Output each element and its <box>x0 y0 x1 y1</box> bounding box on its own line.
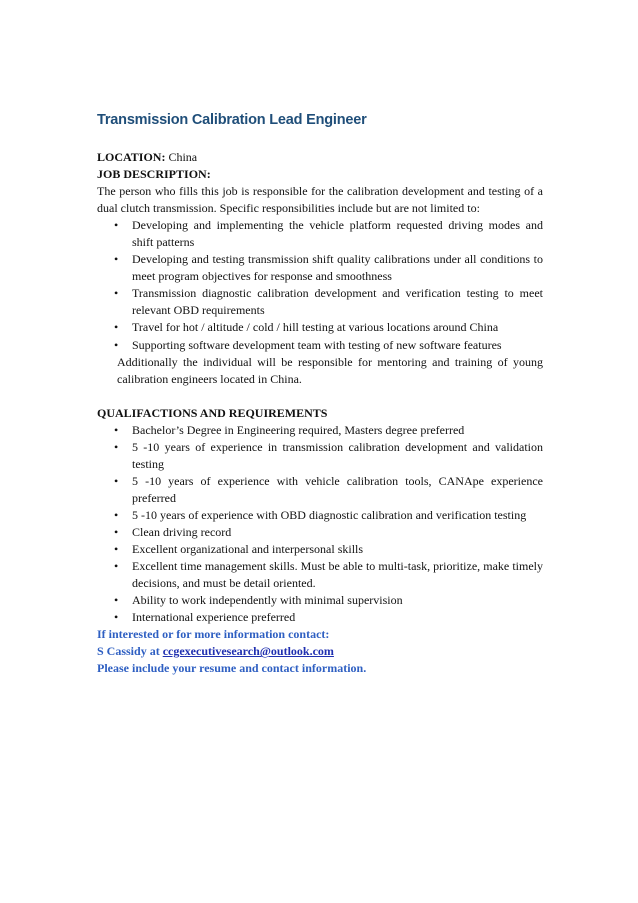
list-item-text: Developing and implementing the vehicle platform requested driving modes and shift patterns <box>132 218 543 250</box>
bullet-icon: • <box>114 337 119 352</box>
qualifications-list <box>97 422 543 627</box>
contact-name: S Cassidy at <box>97 644 163 659</box>
job-title: Transmission Calibration Lead Engineer <box>97 112 367 128</box>
document-body <box>97 149 543 677</box>
job-description-heading: JOB DESCRIPTION: <box>97 167 211 182</box>
qualifications-heading: QUALIFACTIONS AND REQUIREMENTS <box>97 405 328 420</box>
bullet-icon: • <box>114 439 119 454</box>
bullet-icon: • <box>114 473 119 488</box>
list-item-text: Clean driving record <box>132 524 232 539</box>
location-label: LOCATION: <box>97 150 166 164</box>
list-item-text: 5 -10 years of experience with vehicle calibration tools, CANApe experience preferred <box>132 473 543 505</box>
contact-email-link[interactable]: ccgexecutivesearch@outlook.com <box>162 644 334 659</box>
list-item-text: Ability to work independently with minimal supervision <box>132 593 403 608</box>
bullet-icon: • <box>114 422 119 437</box>
list-item <box>110 319 543 336</box>
list-item-text: 5 -10 years of experience with OBD diagnostic calibration and verification testing <box>132 507 527 522</box>
list-item <box>110 251 543 285</box>
list-item-text: Travel for hot / altitude / cold / hill testing at various locations around China <box>132 320 499 335</box>
contact-instructions: Please include your resume and contact information. <box>97 661 367 676</box>
additional-paragraph: Additionally the individual will be responsible for mentoring and training of young calibration engineers located in China. <box>117 354 543 386</box>
contact-name-line <box>97 643 543 660</box>
bullet-icon: • <box>114 593 119 608</box>
bullet-icon: • <box>114 542 119 557</box>
list-item <box>110 422 543 439</box>
list-item <box>110 439 543 473</box>
list-item-text: Developing and testing transmission shift quality calibrations under all conditions to meet program objectives for response and smoothness <box>132 252 543 284</box>
bullet-icon: • <box>114 320 119 335</box>
job-description-intro: The person who fills this job is responsible for the calibration development and testing of a dual clutch transmission. Specific responsibilities include but are not limited to: <box>97 184 543 216</box>
location-value: China <box>168 150 198 164</box>
bullet-icon: • <box>114 507 119 522</box>
list-item <box>110 558 543 592</box>
bullet-icon: • <box>114 252 119 267</box>
list-item <box>110 592 543 609</box>
list-item-text: Excellent organizational and interpersonal skills <box>132 542 364 557</box>
list-item <box>110 473 543 507</box>
bullet-icon: • <box>114 524 119 539</box>
bullet-icon: • <box>114 610 119 625</box>
list-item <box>110 609 543 626</box>
list-item <box>110 337 543 354</box>
list-item-text: 5 -10 years of experience in transmission calibration development and validation testing <box>132 439 543 471</box>
responsibilities-list <box>97 217 543 353</box>
bullet-icon: • <box>114 218 119 233</box>
list-item <box>110 507 543 524</box>
contact-intro: If interested or for more information contact: <box>97 627 330 642</box>
list-item-text: Supporting software development team with testing of new software features <box>132 337 502 352</box>
list-item <box>110 541 543 558</box>
list-item-text: Bachelor’s Degree in Engineering required, Masters degree preferred <box>132 422 465 437</box>
bullet-icon: • <box>114 559 119 574</box>
bullet-icon: • <box>114 286 119 301</box>
list-item-text: Transmission diagnostic calibration development and verification testing to meet relevant OBD requirements <box>132 286 543 318</box>
list-item <box>110 217 543 251</box>
list-item <box>110 285 543 319</box>
list-item-text: Excellent time management skills. Must be able to multi-task, prioritize, make timely decisions, and must be detail oriented. <box>132 559 543 591</box>
list-item-text: International experience preferred <box>132 610 296 625</box>
location-line <box>97 149 543 166</box>
list-item <box>110 524 543 541</box>
